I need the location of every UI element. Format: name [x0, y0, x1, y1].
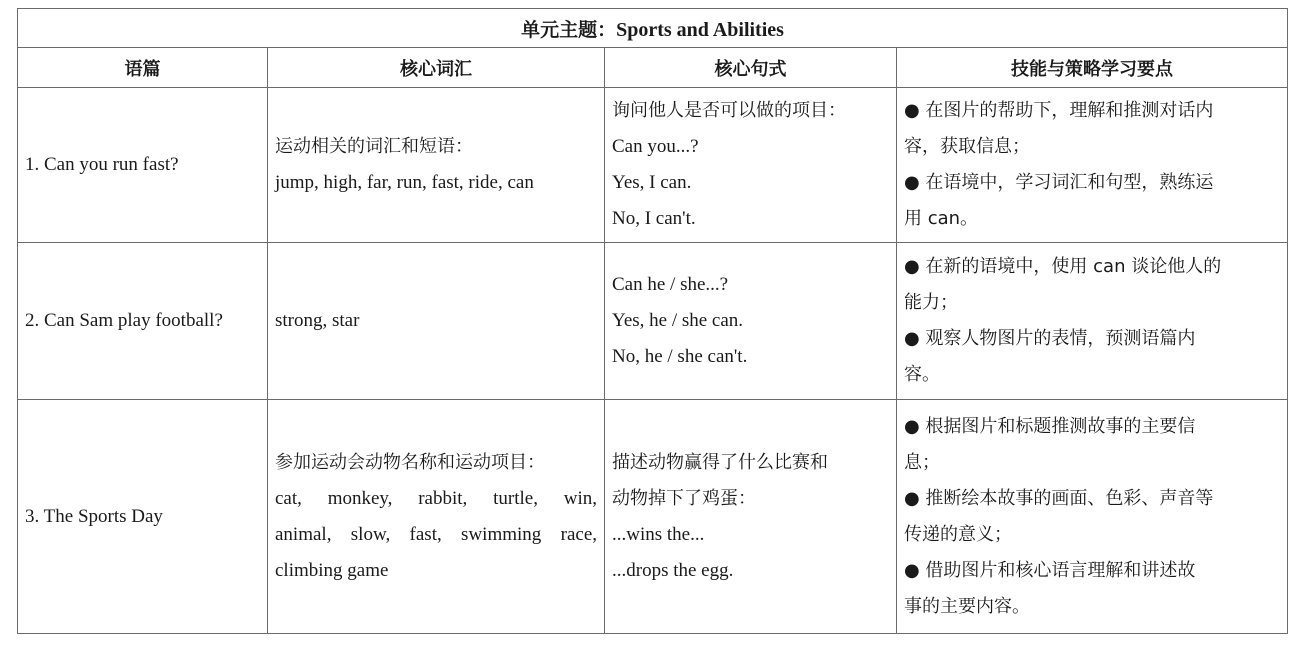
- cell-skills: [897, 243, 1288, 400]
- cell-sentences: [605, 243, 897, 400]
- cell-skills: [897, 400, 1288, 634]
- skill-line: ● 借助图片和核心语言理解和讲述故: [904, 559, 1196, 581]
- sentence-line: No, he / she can't.: [612, 346, 748, 367]
- skill-line: 息；: [904, 451, 940, 473]
- text-title: 2. Can Sam play football?: [25, 310, 223, 331]
- skill-line: 容。: [904, 364, 940, 385]
- skill-line: 容，获取信息；: [904, 136, 1030, 157]
- cell-text: [18, 243, 268, 400]
- vocab-line: jump, high, far, run, fast, ride, can: [275, 172, 534, 193]
- sentence-line: ...wins the...: [612, 523, 705, 545]
- skill-line: 传递的意义；: [904, 523, 1012, 545]
- sentence-line: 描述动物赢得了什么比赛和: [612, 451, 828, 473]
- header-skills: 技能与策略学习要点: [897, 48, 1288, 88]
- skill-line: ● 根据图片和标题推测故事的主要信: [904, 415, 1196, 437]
- skill-line: ● 在新的语境中，使用 can 谈论他人的: [904, 256, 1222, 277]
- cell-sentences: [605, 400, 897, 634]
- unit-theme-prefix: 单元主题：: [521, 18, 617, 41]
- sentence-line: Can he / she...?: [612, 274, 729, 295]
- sentence-line: ...drops the egg.: [612, 559, 734, 581]
- cell-sentences: [605, 88, 897, 243]
- sentence-line: Yes, he / she can.: [612, 310, 744, 331]
- header-sentences: 核心句式: [605, 48, 897, 88]
- sentence-line: 动物掉下了鸡蛋：: [612, 487, 756, 509]
- skill-line: ● 在语境中，学习词汇和句型，熟练运: [904, 172, 1214, 193]
- header-text: 语篇: [18, 48, 268, 88]
- table-row: [18, 400, 1288, 634]
- sentence-line: No, I can't.: [612, 208, 696, 229]
- cell-text: [18, 88, 268, 243]
- skill-line: ● 推断绘本故事的画面、色彩、声音等: [904, 487, 1214, 509]
- skill-line: 能力；: [904, 292, 958, 313]
- unit-theme-name: Sports and Abilities: [616, 18, 784, 41]
- vocab-line: 运动相关的词汇和短语：: [275, 136, 473, 157]
- vocab-line: cat, monkey, rabbit, turtle, win,: [275, 487, 597, 509]
- cell-text: [18, 400, 268, 634]
- table-row: [18, 243, 1288, 400]
- skill-line: ● 在图片的帮助下，理解和推测对话内: [904, 100, 1214, 121]
- vocab-line: strong, star: [275, 310, 360, 331]
- vocab-line: animal, slow, fast, swimming race,: [275, 523, 597, 545]
- header-vocabulary: 核心词汇: [268, 48, 605, 88]
- text-title: 1. Can you run fast?: [25, 154, 179, 175]
- vocab-line: 参加运动会动物名称和运动项目：: [275, 451, 545, 473]
- sentence-line: Can you...?: [612, 136, 699, 157]
- cell-vocabulary: [268, 243, 605, 400]
- sentence-line: 询问他人是否可以做的项目：: [612, 100, 846, 121]
- unit-theme-title: [18, 9, 1288, 48]
- vocab-line: climbing game: [275, 559, 389, 581]
- skill-line: 事的主要内容。: [904, 595, 1030, 617]
- sentence-line: Yes, I can.: [612, 172, 692, 193]
- cell-skills: [897, 88, 1288, 243]
- cell-vocabulary: [268, 400, 605, 634]
- table-row: [18, 88, 1288, 243]
- skill-line: 用 can。: [904, 208, 979, 229]
- skill-line: ● 观察人物图片的表情，预测语篇内: [904, 328, 1196, 349]
- unit-plan-table: [17, 8, 1288, 634]
- cell-vocabulary: [268, 88, 605, 243]
- text-title: 3. The Sports Day: [25, 505, 163, 527]
